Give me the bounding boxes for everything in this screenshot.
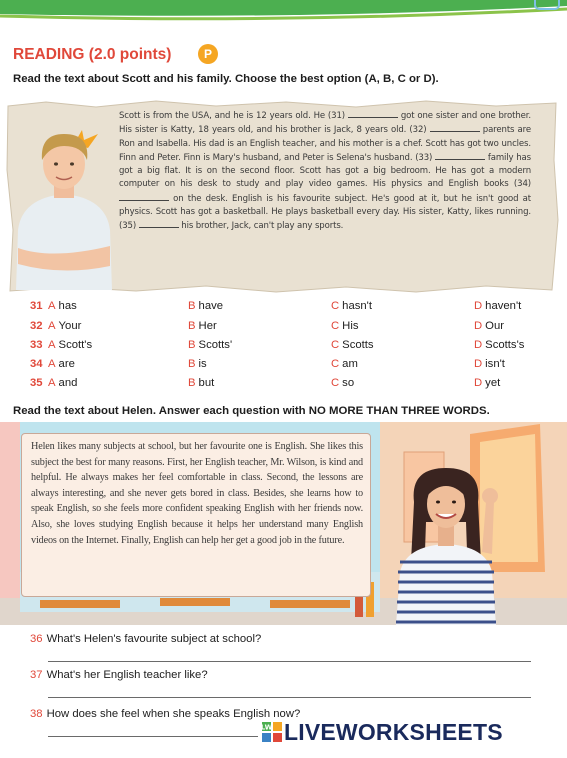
question-row — [0, 300, 567, 318]
passage-text: his brother, Jack, can't play any sports. — [178, 221, 344, 232]
answer-blank-32[interactable] — [430, 123, 480, 132]
option-b[interactable]: B is — [188, 358, 207, 370]
question-row — [0, 358, 567, 376]
instruction-short-answer: Read the text about Helen. Answer each question with NO MORE THAN THREE WORDS. — [13, 405, 490, 417]
scott-passage — [119, 109, 531, 234]
top-decorative-stripe — [0, 0, 567, 26]
answer-line-38[interactable] — [48, 736, 258, 737]
open-question-36: 36 What's Helen's favourite subject at school? — [30, 633, 262, 645]
reading-badge-icon: P — [198, 44, 218, 64]
girl-illustration — [386, 462, 506, 625]
option-a[interactable]: A Scott's — [48, 339, 93, 351]
question-number: 34 — [30, 358, 43, 370]
option-b[interactable]: B Her — [188, 320, 217, 332]
answer-blank-35[interactable] — [139, 219, 179, 228]
option-c[interactable]: C Scotts — [331, 339, 374, 351]
passage-text: on the desk. English is his favourite subject. He's good at it, but he isn't good at physics. Scott has got a basketball. He plays basketball every day. His sister, Katty, likes running. (35) — [119, 193, 531, 232]
liveworksheets-watermark: LIVEWORKSHEETS — [284, 719, 503, 745]
option-c[interactable]: C am — [331, 358, 358, 370]
option-d[interactable]: D Scotts's — [474, 339, 525, 351]
passage-text: parents are Ron and Isabella. His dad is an English teacher, and his mother is a chef. Scott has got two uncles. Finn and Peter. Finn is Mary's husband, and Peter is Selena's husband. (33) — [119, 125, 531, 163]
option-b[interactable]: B Scotts' — [188, 339, 233, 351]
option-a[interactable]: A are — [48, 358, 75, 370]
option-a[interactable]: A Your — [48, 320, 82, 332]
open-question-37: 37 What's her English teacher like? — [30, 669, 208, 681]
option-b[interactable]: B have — [188, 300, 224, 312]
liveworksheets-logo-icon — [262, 722, 282, 742]
question-row — [0, 377, 567, 395]
option-c[interactable]: C hasn't — [331, 300, 372, 312]
passage-text: family has got a big flat. It is on the second floor. Scott has got a big bedroom. He has got a modern computer on his desk to study and play video games. His physics and English books (34) — [119, 152, 532, 190]
option-d[interactable]: D haven't — [474, 300, 522, 312]
question-number: 35 — [30, 377, 43, 389]
section-heading: READING (2.0 points) — [13, 46, 172, 63]
passage-text: got one sister and one brother. His sister is Katty, 18 years old, and his brother is Jack, 8 years old. (32) — [119, 111, 531, 136]
option-d[interactable]: D isn't — [474, 358, 505, 370]
question-number: 32 — [30, 320, 43, 332]
helen-passage: Helen likes many subjects at school, but her favourite one is English. She likes this subject the best for many reasons. First, her English teacher, Mr. Wilson, is kind and helpful. He always makes her feel comfortable in class. Second, the lessons are always interesting, and she never gets bored in class. Besides, she learns how to speak English, so she feels more confident speaking English with her friends now. Also, she loves studying English because it helps her understand many English videos on the Internet. Finally, English can help her get a good job in the future. — [21, 433, 371, 597]
open-question-38: 38 How does she feel when she speaks English now? — [30, 708, 301, 720]
question-row — [0, 339, 567, 357]
answer-line-37[interactable] — [48, 697, 531, 698]
instruction-multiple-choice: Read the text about Scott and his family. Choose the best option (A, B, C or D). — [13, 73, 439, 85]
question-number: 33 — [30, 339, 43, 351]
option-d[interactable]: D yet — [474, 377, 501, 389]
option-d[interactable]: D Our — [474, 320, 505, 332]
answer-blank-31[interactable] — [348, 109, 398, 118]
option-b[interactable]: B but — [188, 377, 215, 389]
option-a[interactable]: A has — [48, 300, 77, 312]
option-c[interactable]: C so — [331, 377, 355, 389]
answer-line-36[interactable] — [48, 661, 531, 662]
expand-icon[interactable] — [534, 0, 560, 10]
option-c[interactable]: C His — [331, 320, 359, 332]
question-row — [0, 320, 567, 338]
svg-text:LW: LW — [260, 723, 273, 732]
boy-illustration — [12, 120, 116, 290]
answer-blank-34[interactable] — [119, 192, 169, 201]
question-number: 31 — [30, 300, 43, 312]
option-a[interactable]: A and — [48, 377, 78, 389]
passage-text: Scott is from the USA, and he is 12 years old. He (31) — [119, 111, 348, 121]
answer-blank-33[interactable] — [435, 151, 485, 160]
